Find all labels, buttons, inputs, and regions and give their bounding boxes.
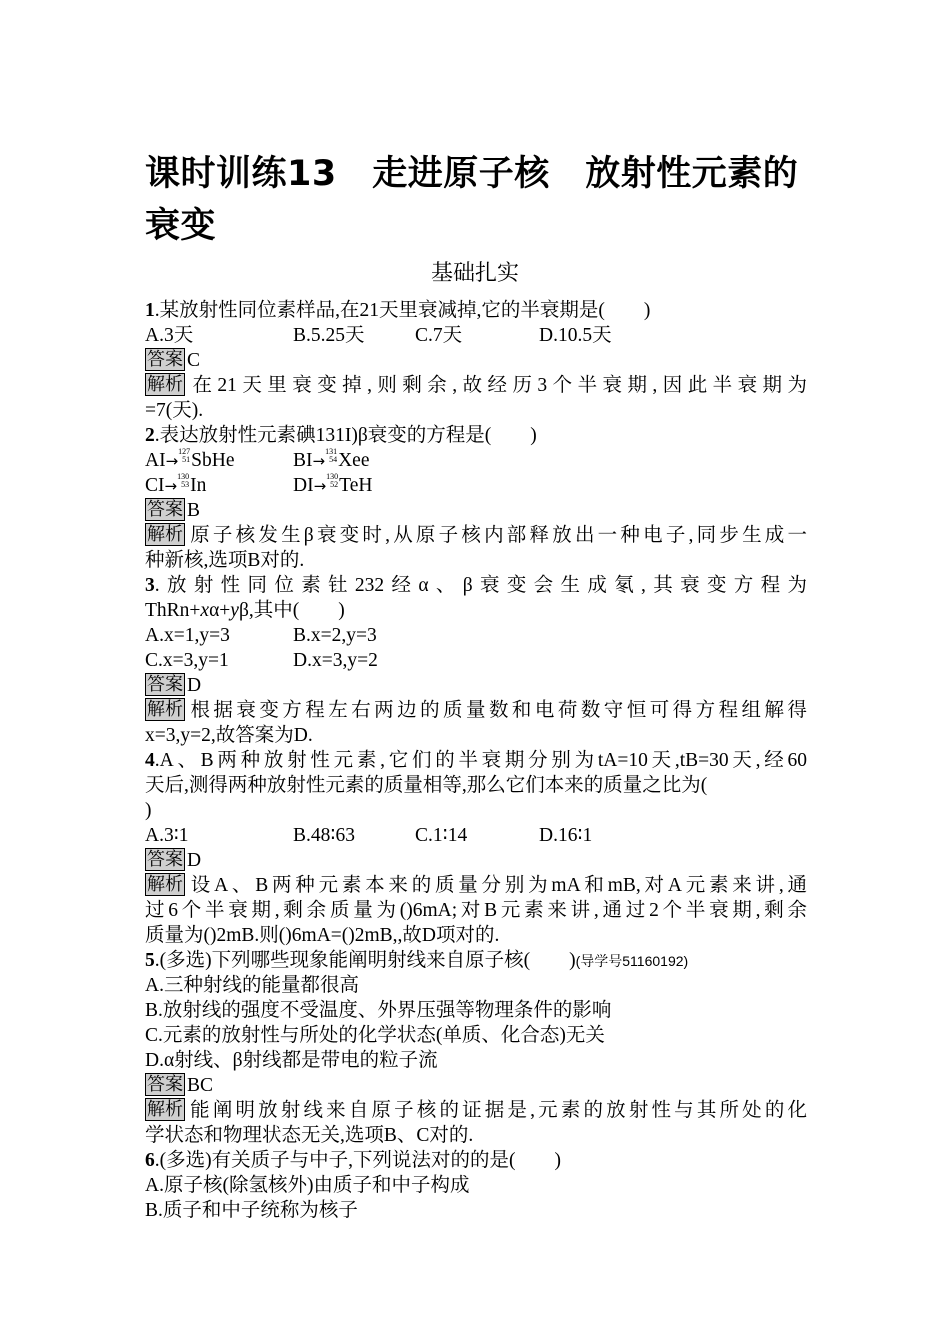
question-number: 3 xyxy=(145,575,155,596)
option-b: B.x=2,y=3 xyxy=(293,625,377,646)
question-1-options xyxy=(145,323,807,348)
analysis-tag: 解析 xyxy=(147,874,183,895)
question-6-stem xyxy=(145,1148,807,1173)
option-d: D.16∶1 xyxy=(539,825,593,846)
option-d: D.α射线、β射线都是带电的粒子流 xyxy=(145,1050,438,1071)
analysis-tag: 解析 xyxy=(147,1099,183,1120)
analysis-text: 根据衰变方程左右两边的质量数和电荷数守恒可得方程组解得 xyxy=(187,700,807,721)
question-2-answer xyxy=(145,498,807,523)
question-5-answer xyxy=(145,1073,807,1098)
question-4-answer xyxy=(145,848,807,873)
question-4-stem-line-2: 天后,测得两种放射性元素的质量相等,那么它们本来的质量之比为( xyxy=(145,775,708,796)
analysis-tag: 解析 xyxy=(147,699,183,720)
answer-value: D xyxy=(187,850,202,871)
answer-tag: 答案 xyxy=(147,674,183,695)
question-1-analysis-line-2: =7(天). xyxy=(145,400,204,421)
question-number: 4 xyxy=(145,750,155,771)
option-d: D.10.5天 xyxy=(539,325,612,346)
option-d: DI→130 52TeH xyxy=(293,472,373,496)
question-3-stem-line-2: ThRn+xα+yβ,其中( ) xyxy=(145,600,345,621)
answer-value: BC xyxy=(187,1075,214,1096)
question-5-analysis-line-1 xyxy=(145,1098,807,1123)
arrow-icon: → xyxy=(164,477,178,495)
question-4-stem-line-3: ) xyxy=(145,800,152,821)
option-a: A.3天 xyxy=(145,325,194,346)
option-a: A.原子核(除氢核外)由质子和中子构成 xyxy=(145,1175,470,1196)
question-text: .A、B两种放射性元素,它们的半衰期分别为tA=10天,tB=30天,经60 xyxy=(154,750,807,771)
question-3-stem-line-1 xyxy=(145,573,807,598)
question-5-analysis-line-2: 学状态和物理状态无关,选项B、C对的. xyxy=(145,1125,474,1146)
option-a: A.x=1,y=3 xyxy=(145,625,230,646)
answer-value: C xyxy=(187,350,201,371)
title-line-1: 课时训练13 走进原子核 放射性元素的 xyxy=(145,154,799,194)
question-1-analysis-line-1 xyxy=(145,373,807,398)
option-c: C.x=3,y=1 xyxy=(145,650,229,671)
question-text: .某放射性同位素样品,在21天里衰减掉,它的半衰期是( ) xyxy=(154,300,651,321)
question-number: 6 xyxy=(145,1150,155,1171)
arrow-icon: → xyxy=(313,477,327,495)
arrow-icon: → xyxy=(165,452,179,470)
question-number: 5 xyxy=(145,950,155,971)
question-1-answer xyxy=(145,348,807,373)
analysis-text: 设A、B两种元素本来的质量分别为mA和mB,对A元素来讲,通 xyxy=(187,875,807,896)
answer-tag: 答案 xyxy=(147,349,183,370)
guide-number: (导学号51160192) xyxy=(575,953,689,969)
page-title xyxy=(145,148,825,252)
question-2-options-row-2 xyxy=(145,473,807,498)
option-b: B.48∶63 xyxy=(293,825,355,846)
question-text: .表达放射性元素碘131I)β衰变的方程是( ) xyxy=(154,425,537,446)
question-3-analysis-line-1 xyxy=(145,698,807,723)
option-a: A.3∶1 xyxy=(145,825,189,846)
question-4-analysis-line-1 xyxy=(145,873,807,898)
option-b: B.放射线的强度不受温度、外界压强等物理条件的影响 xyxy=(145,1000,612,1021)
question-2-analysis-line-2: 种新核,选项B对的. xyxy=(145,550,305,571)
question-text: .放射性同位素钍232经α、β衰变会生成氡,其衰变方程为 xyxy=(154,575,807,596)
question-4-options xyxy=(145,823,807,848)
answer-value: D xyxy=(187,675,202,696)
question-number: 1 xyxy=(145,300,155,321)
question-4-stem-line-1 xyxy=(145,748,807,773)
analysis-tag: 解析 xyxy=(147,374,183,395)
option-a: AI→127 51SbHe xyxy=(145,447,235,471)
section-heading: 基础扎实 xyxy=(430,261,519,286)
answer-value: B xyxy=(187,500,201,521)
answer-tag: 答案 xyxy=(147,1074,183,1095)
question-number: 2 xyxy=(145,425,155,446)
question-2-analysis-line-1 xyxy=(145,523,807,548)
option-c: C.1∶14 xyxy=(415,825,468,846)
question-text: .(多选)下列哪些现象能阐明射线来自原子核( ) xyxy=(154,950,576,971)
question-5-stem xyxy=(145,948,807,973)
question-3-analysis-line-2: x=3,y=2,故答案为D. xyxy=(145,725,313,746)
question-3-options-row-1 xyxy=(145,623,807,648)
question-4-analysis-line-2: 过6个半衰期,剩余质量为()6mA;对B元素来讲,通过2个半衰期,剩余 xyxy=(145,900,807,921)
answer-tag: 答案 xyxy=(147,849,183,870)
analysis-text: 原子核发生β衰变时,从原子核内部释放出一种电子,同步生成一 xyxy=(187,525,807,546)
answer-tag: 答案 xyxy=(147,499,183,520)
question-4-analysis-line-3: 质量为()2mB.则()6mA=()2mB,,故D项对的. xyxy=(145,925,500,946)
analysis-tag: 解析 xyxy=(147,524,183,545)
question-2-stem xyxy=(145,423,807,448)
option-d: D.x=3,y=2 xyxy=(293,650,378,671)
option-b: B.质子和中子统称为核子 xyxy=(145,1200,358,1221)
analysis-text: 能阐明放射线来自原子核的证据是,元素的放射性与其所处的化 xyxy=(187,1100,807,1121)
option-b: B.5.25天 xyxy=(293,325,365,346)
option-a: A.三种射线的能量都很高 xyxy=(145,975,359,996)
question-2-options-row-1 xyxy=(145,448,807,473)
option-b: BI→131 54Xee xyxy=(293,447,370,471)
analysis-text: 在21天里衰变掉,则剩余,故经历3个半衰期,因此半衰期为 xyxy=(187,375,807,396)
question-3-answer xyxy=(145,673,807,698)
option-c: C.元素的放射性与所处的化学状态(单质、化合态)无关 xyxy=(145,1025,605,1046)
arrow-icon: → xyxy=(312,452,326,470)
question-text: .(多选)有关质子与中子,下列说法对的的是( ) xyxy=(154,1150,561,1171)
title-line-2: 衰变 xyxy=(145,206,217,246)
question-1-stem xyxy=(145,298,807,323)
option-c: C.7天 xyxy=(415,325,463,346)
question-3-options-row-2 xyxy=(145,648,807,673)
option-c: CI→130 53In xyxy=(145,472,207,496)
